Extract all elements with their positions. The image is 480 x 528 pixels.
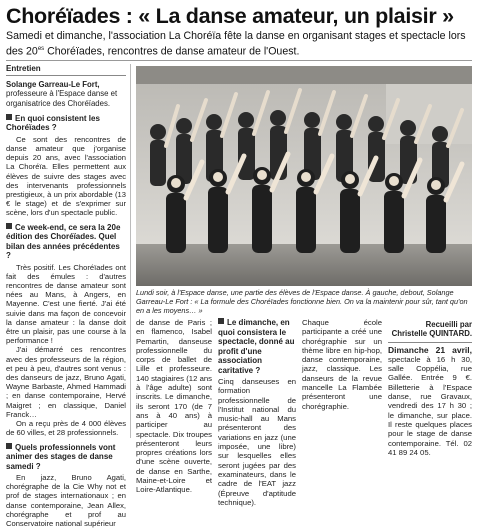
question-3-text: Quels professionnels vont animer des stages de danse samedi ?	[6, 442, 116, 471]
intro-name: Solange Garreau-Le Fort,	[6, 80, 100, 90]
info-column	[388, 318, 472, 457]
interview-column	[6, 64, 126, 528]
dancers-photo	[136, 66, 472, 286]
question-1	[6, 114, 126, 133]
photo-caption: Lundi soir, à l'Espace danse, une partie des élèves de l'Espace danse. À gauche, debout, Solange Garreau-Le Fort : « La formule des Choréïades fonctionne bien. On va la maintenir pour sûr, tant qu'on en a les moyens… »	[136, 288, 468, 315]
answer-3: En jazz, Bruno Agati, chorégraphe de la Cie Why not et prof de stages internationaux ; en danse contemporaine, Jean Allex, chorégraphe et prof au Conservatoire national supérieur	[6, 473, 126, 528]
answer-1: Ce sont des rencontres de danse amateur que j'organise depuis 20 ans, avec l'association La Choréïa. Elles permettent aux élèves de suivre des stages avec des intervenants professionnels prestigieux, à un prix abordable (13 € le stage) et de s'exprimer sur scène, lors d'un spectacle public.	[6, 134, 126, 218]
info-day: Dimanche 21 avril,	[388, 344, 472, 355]
byline-author: Christelle QUINTARD.	[391, 329, 472, 339]
deck-text-2: Choréïades, rencontres de danse amateur de l'Ouest.	[44, 45, 300, 58]
top-rule	[6, 60, 472, 61]
answer-4: Cinq danseuses en formation professionnelle de l'Institut national du music-hall au Mans présenteront des variations en jazz (une imposée, une libre) sur lesquelles elles seront jugées par des examinateurs, dans le cadre de l'EAT jazz (Épreuve d'aptitude technique).	[218, 377, 296, 507]
kicker: Entretien	[6, 64, 126, 76]
byline-intro: Recueilli par	[425, 320, 472, 329]
dancers-photo-image	[136, 66, 472, 286]
bullet-square-icon	[218, 318, 224, 324]
info-rule	[388, 342, 472, 343]
question-2-text: Ce week-end, ce sera la 20e édition des Choréïades. Quel bilan des années précédentes ?	[6, 222, 121, 261]
intro	[6, 80, 126, 108]
bullet-square-icon	[6, 443, 12, 449]
deck-sup: es	[37, 46, 45, 52]
question-4	[218, 318, 296, 375]
intro-role: professeure à l'Espace danse et organisatrice des Choréïades.	[6, 89, 118, 108]
schools-column	[302, 318, 382, 438]
bullet-square-icon	[6, 114, 12, 120]
info-text: spectacle à 16 h 30, salle Coppélia, rue Gallée. Entrée 9 €. Billetterie à l'Espace danse, rue Gravaux, vendredi des 17 h 30 ; le dimanche, sur place. Il reste quelques places pour le stage de danse contemporaine. Tél. 02 41 89 24 05.	[388, 354, 472, 457]
answer-2b: J'ai démarré ces rencontres avec des professeurs de la région, et peu à peu, d'autres sont venus : des danseurs de jazz, Bruno Agati, Wayne Barbaste, Ahmed Hammadi ; en danse contemporaine, Hervé Maigret ; en classique, Daniel Franck…	[6, 345, 126, 419]
answer-2c: On a reçu près de 4 000 élèves de 60 villes, et 28 professionnels.	[6, 419, 126, 438]
question-4-text: Le dimanche, en quoi consistera le spectacle, donné au profit d'une association caritative ?	[218, 318, 295, 375]
deck-text: Samedi et dimanche, l'association La Choréïa fête la danse en organisant stages et spectacle lors des 20	[6, 30, 466, 58]
deck	[6, 30, 476, 59]
question-3	[6, 443, 126, 472]
question-2	[6, 223, 126, 261]
headline: Choréïades : « La danse amateur, un plaisir »	[6, 4, 454, 28]
practical-info	[388, 346, 472, 458]
schools-text: Chaque école participante a créé une chorégraphie sur un thème libre en hip-hop, danse contemporaine, jazz, classique. Les danseurs de la revue mancelle La Flambée présenteront une chorégraphie.	[302, 318, 382, 411]
answer-2: Très positif. Les Choréïades ont fait des émules : d'autres rencontres de danse amateur sont nées au Mans, à Angers, en Mayenne. C'est une fierté. J'ai été suivie dans ma façon de concevoir la danse amateur : la danse doit être un plaisir, pas une course à la performance !	[6, 262, 126, 346]
column-divider	[130, 64, 131, 438]
continued-text: de danse de Paris ; en flamenco, Isabel Pemartin, danseuse professionnelle du corps de ballet de Lille et professeure. 140 stagiaires (12 ans à l'âge adulte) sont inscrits. Le dimanche, ils seront 170 (de 7 ans à 40 ans) à participer au spectacle. Dix troupes présenteront leurs propres créations lors d'une scène ouverte, de danse en Sarthe, Maine-et-Loire et Loire-Atlantique.	[136, 318, 212, 495]
spectacle-column	[218, 318, 296, 507]
bullet-square-icon	[6, 223, 12, 229]
continued-column	[136, 318, 212, 495]
question-1-text: En quoi consistent les Choréïades ?	[6, 113, 100, 133]
